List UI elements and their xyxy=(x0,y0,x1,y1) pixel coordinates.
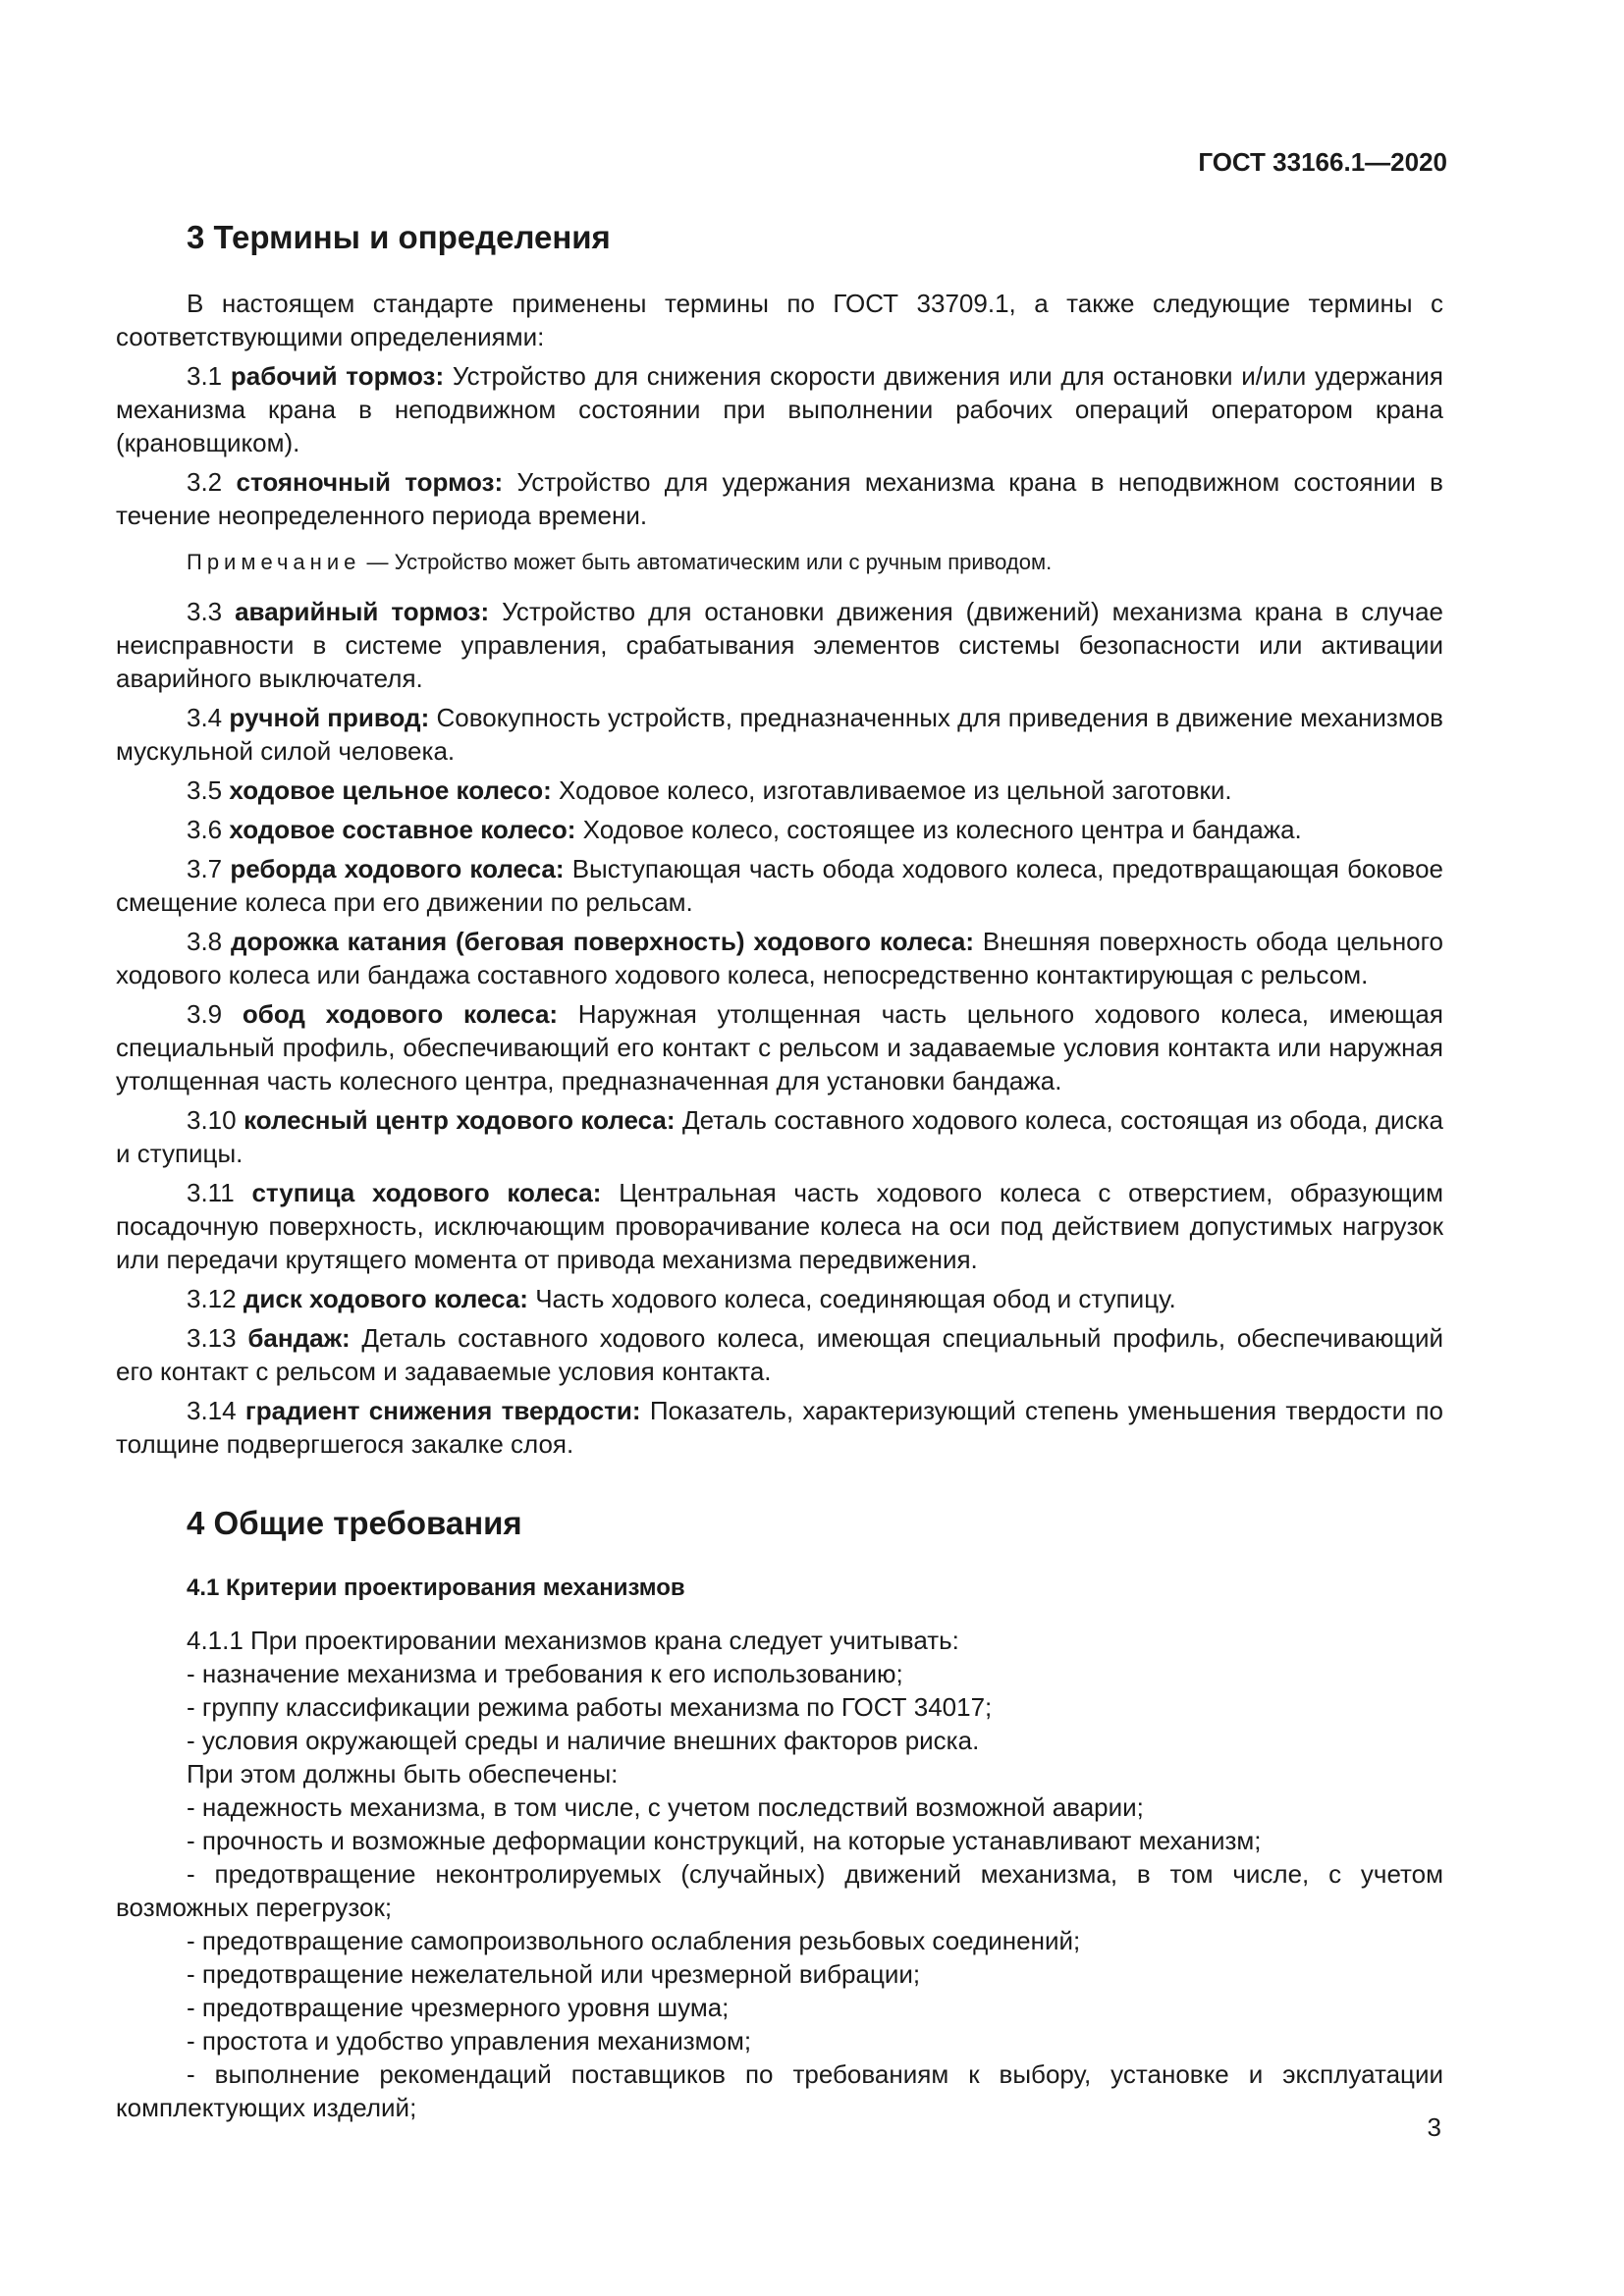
term-name: ступица ходового колеса: xyxy=(251,1178,602,1207)
note-text: — Устройство может быть автоматическим или с ручным приводом. xyxy=(366,550,1053,574)
list-item: - группу классификации режима работы механизма по ГОСТ 34017; xyxy=(187,1692,993,1722)
requirements-list xyxy=(116,1790,1443,2124)
term-name: обод ходового колеса: xyxy=(242,999,559,1029)
document-body xyxy=(116,218,1443,2124)
term-3-7: 3.7 реборда ходового колеса: Выступающая часть обода ходового колеса, предотвращающая боковое смещение колеса при его движении по рельсам. xyxy=(116,854,1443,917)
term-name: ручной привод: xyxy=(229,703,430,732)
note xyxy=(116,546,1443,579)
term-3-13: 3.13 бандаж: Деталь составного ходового колеса, имеющая специальный профиль, обеспечивающий его контакт с рельсом и задаваемые условия контакта. xyxy=(116,1323,1444,1386)
term-name: бандаж: xyxy=(247,1323,351,1353)
list-item: - предотвращение неконтролируемых (случайных) движений механизма, в том числе, с учетом возможных перегрузок; xyxy=(116,1859,1443,1922)
page-number: 3 xyxy=(1427,2112,1441,2142)
term-name: стояночный тормоз: xyxy=(236,467,504,497)
section-3-title: 3 Термины и определения xyxy=(187,219,611,255)
term-3-11: 3.11 ступица ходового колеса: Центральная часть ходового колеса с отверстием, образующим посадочную поверхность, исключающим проворачивание колеса на оси под действием допустимых нагрузок или передачи крутящего момента от привода механизма передвижения. xyxy=(116,1178,1443,1274)
list-item: - предотвращение самопроизвольного ослабления резьбовых соединений; xyxy=(187,1926,1081,1955)
section-4-title: 4 Общие требования xyxy=(187,1505,522,1541)
term-name: ходовое цельное колесо: xyxy=(229,775,552,805)
term-3-1: 3.1 рабочий тормоз: Устройство для снижения скорости движения или для остановки и/или удержания механизма крана в неподвижном состоянии при выполнении рабочих операций оператором крана (крановщиком). xyxy=(116,361,1444,457)
term-name: градиент снижения твердости: xyxy=(244,1396,641,1425)
term-3-9: 3.9 обод ходового колеса: Наружная утолщенная часть цельного ходового колеса, имеющая специальный профиль, обеспечивающий его контакт с рельсом и задаваемые условия контакта или наружная утолщенная часть колесного центра, предназначенная для установки бандажа. xyxy=(116,999,1443,1095)
term-3-8: 3.8 дорожка катания (беговая поверхность) ходового колеса: Внешняя поверхность обода цельного ходового колеса или бандажа составного ходового колеса, непосредственно контактирующая с рельсом. xyxy=(116,927,1444,989)
term-name: рабочий тормоз: xyxy=(230,361,445,391)
term-3-14: 3.14 градиент снижения твердости: Показатель, характеризующий степень уменьшения твердости по толщине подвергшегося закалке слоя. xyxy=(116,1396,1443,1459)
term-name: реборда ходового колеса: xyxy=(230,854,565,883)
consideration-list xyxy=(116,1657,1443,1757)
term-3-4: 3.4 ручной привод: Совокупность устройств, предназначенных для приведения в движение механизмов мускульной силой человека. xyxy=(116,703,1443,766)
term-3-12: 3.12 диск ходового колеса: Часть ходового колеса, соединяющая обод и ступицу. xyxy=(187,1284,1176,1313)
term-3-2: 3.2 стояночный тормоз: Устройство для удержания механизма крана в неподвижном состоянии в течение неопределенного периода времени. xyxy=(116,467,1443,530)
term-3-10: 3.10 колесный центр ходового колеса: Деталь составного ходового колеса, состоящая из обода, диска и ступицы. xyxy=(116,1105,1443,1168)
term-3-6: 3.6 ходовое составное колесо: Ходовое колесо, состоящее из колесного центра и бандажа. xyxy=(187,815,1302,844)
paragraph-requirements: При этом должны быть обеспечены: xyxy=(187,1759,619,1789)
list-item: - выполнение рекомендаций поставщиков по требованиям к выбору, установке и эксплуатации комплектующих изделий; xyxy=(116,2059,1443,2122)
list-item: - назначение механизма и требования к его использованию; xyxy=(187,1659,903,1688)
list-item: - предотвращение чрезмерного уровня шума; xyxy=(187,1993,730,2022)
note-label: Примечание xyxy=(187,550,361,574)
term-3-3: 3.3 аварийный тормоз: Устройство для остановки движения (движений) механизма крана в случае неисправности в системе управления, срабатывания элементов системы безопасности или активации аварийного выключателя. xyxy=(116,597,1443,693)
term-name: дорожка катания (беговая поверхность) ходового колеса: xyxy=(231,927,974,956)
list-item: - условия окружающей среды и наличие внешних факторов риска. xyxy=(187,1726,980,1755)
term-name: ходовое составное колесо: xyxy=(229,815,576,844)
list-item: - простота и удобство управления механизмом; xyxy=(187,2026,752,2056)
term-name: аварийный тормоз: xyxy=(235,597,490,626)
list-item: - предотвращение нежелательной или чрезмерной вибрации; xyxy=(187,1959,921,1989)
term-name: колесный центр ходового колеса: xyxy=(244,1105,676,1135)
list-item: - надежность механизма, в том числе, с учетом последствий возможной аварии; xyxy=(187,1792,1144,1822)
list-item: - прочность и возможные деформации конструкций, на которые устанавливают механизм; xyxy=(187,1826,1262,1855)
term-name: диск ходового колеса: xyxy=(243,1284,528,1313)
section-3-intro: В настоящем стандарте применены термины по ГОСТ 33709.1, а также следующие термины с соответствующими определениями: xyxy=(116,289,1443,351)
document-code: ГОСТ 33166.1—2020 xyxy=(1198,147,1447,177)
paragraph-4-1-1: 4.1.1 При проектировании механизмов крана следует учитывать: xyxy=(187,1626,959,1655)
term-3-5: 3.5 ходовое цельное колесо: Ходовое колесо, изготавливаемое из цельной заготовки. xyxy=(187,775,1232,805)
subsection-4-1-title: 4.1 Критерии проектирования механизмов xyxy=(187,1575,685,1601)
